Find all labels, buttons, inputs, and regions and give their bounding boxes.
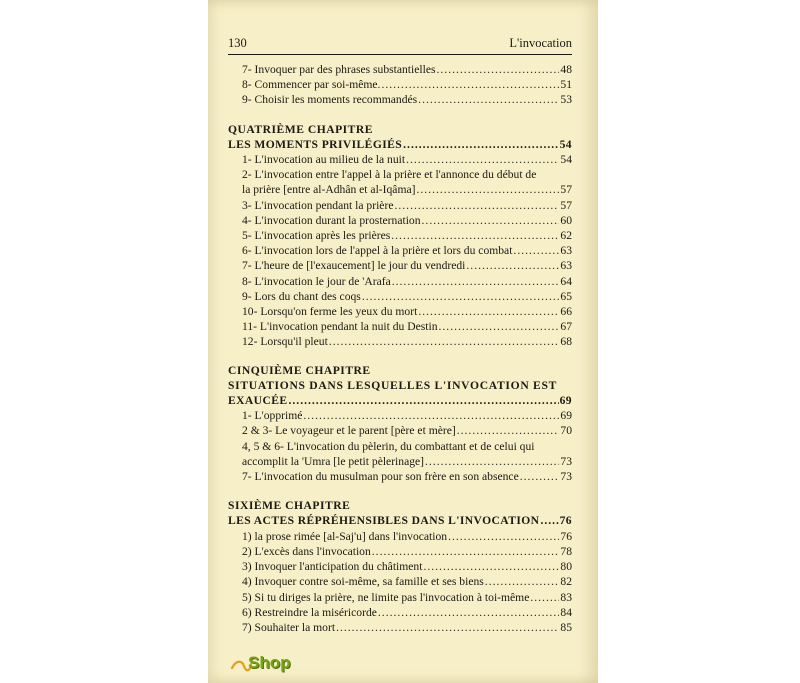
toc-entry: 9- Lors du chant des coqs ..... 65 [228,289,572,304]
toc-entry: 5- L'invocation après les prières ..... 62 [228,228,572,243]
toc-entry: 4) Invoquer contre soi-même, sa famille et ses biens ..... 82 [228,574,572,589]
toc-entry: 1- L'opprimé ..... 69 [228,408,572,423]
running-title: L'invocation [509,36,572,50]
chapter-subtitle: LES MOMENTS PRIVILÉGIÉS ..... 54 [228,137,572,152]
toc-entry: 8- Commencer par soi-même. ..... 51 [228,77,572,92]
toc-entry: 8- L'invocation le jour de 'Arafa ..... 64 [228,274,572,289]
toc-entry: 7) Souhaiter la mort ..... 85 [228,620,572,635]
table-of-contents [228,62,572,635]
chapter-heading: QUATRIÈME CHAPITRE [228,122,374,136]
toc-entry: 3- L'invocation pendant la prière ..... 57 [228,198,572,213]
page-number: 130 [228,36,247,50]
chapter-subtitle: LES ACTES RÉPRÉHENSIBLES DANS L'INVOCATION ..... 76 [228,513,572,528]
chapter-heading: SIXIÈME CHAPITRE [228,499,351,513]
toc-entry: 2) L'excès dans l'invocation ..... 78 [228,544,572,559]
toc-entry: 5) Si tu diriges la prière, ne limite pas l'invocation à toi-même ..... 83 [228,590,572,605]
toc-entry: 9- Choisir les moments recommandés ..... 53 [228,92,572,107]
toc-entry: 2- L'invocation entre l'appel à la prière et l'annonce du début de [242,168,537,182]
toc-entry: 1- L'invocation au milieu de la nuit ..... 54 [228,152,572,167]
toc-entry: 4, 5 & 6- L'invocation du pèlerin, du combattant et de celui qui [242,439,535,453]
toc-entry: 2 & 3- Le voyageur et le parent [père et mère] ..... 70 [228,423,572,438]
shop-logo [230,650,300,678]
toc-entry: 1) la prose rimée [al-Saj'u] dans l'invocation ..... 76 [228,529,572,544]
chapter-subtitle: SITUATIONS DANS LESQUELLES L'INVOCATION EST [228,378,558,392]
toc-entry: 11- L'invocation pendant la nuit du Destin ..... 67 [228,319,572,334]
toc-entry: 6- L'invocation lors de l'appel à la prière et lors du combat ..... 63 [228,243,572,258]
toc-entry: 12- Lorsqu'il pleut ..... 68 [228,334,572,349]
toc-entry: accomplit la 'Umra [le petit pèlerinage] ..... 73 [228,454,572,469]
toc-entry: 7- L'invocation du musulman pour son frère en son absence ..... 73 [228,469,572,484]
logo-text: Shop [248,653,291,672]
toc-entry: 7- L'heure de [l'exaucement] le jour du vendredi ..... 63 [228,258,572,273]
toc-entry: la prière [entre al-Adhân et al-Iqâma] ..... 57 [228,182,572,197]
toc-entry: 4- L'invocation durant la prosternation ..... 60 [228,213,572,228]
toc-entry: 7- Invoquer par des phrases substantielles ..... 48 [228,62,572,77]
chapter-heading: CINQUIÈME CHAPITRE [228,363,371,377]
toc-entry: 10- Lorsqu'on ferme les yeux du mort ..... 66 [228,304,572,319]
toc-entry: 6) Restreindre la miséricorde ..... 84 [228,605,572,620]
toc-entry: 3) Invoquer l'anticipation du châtiment ..... 80 [228,559,572,574]
page-header [228,36,572,55]
chapter-subtitle: EXAUCÉE ..... 69 [228,393,572,408]
